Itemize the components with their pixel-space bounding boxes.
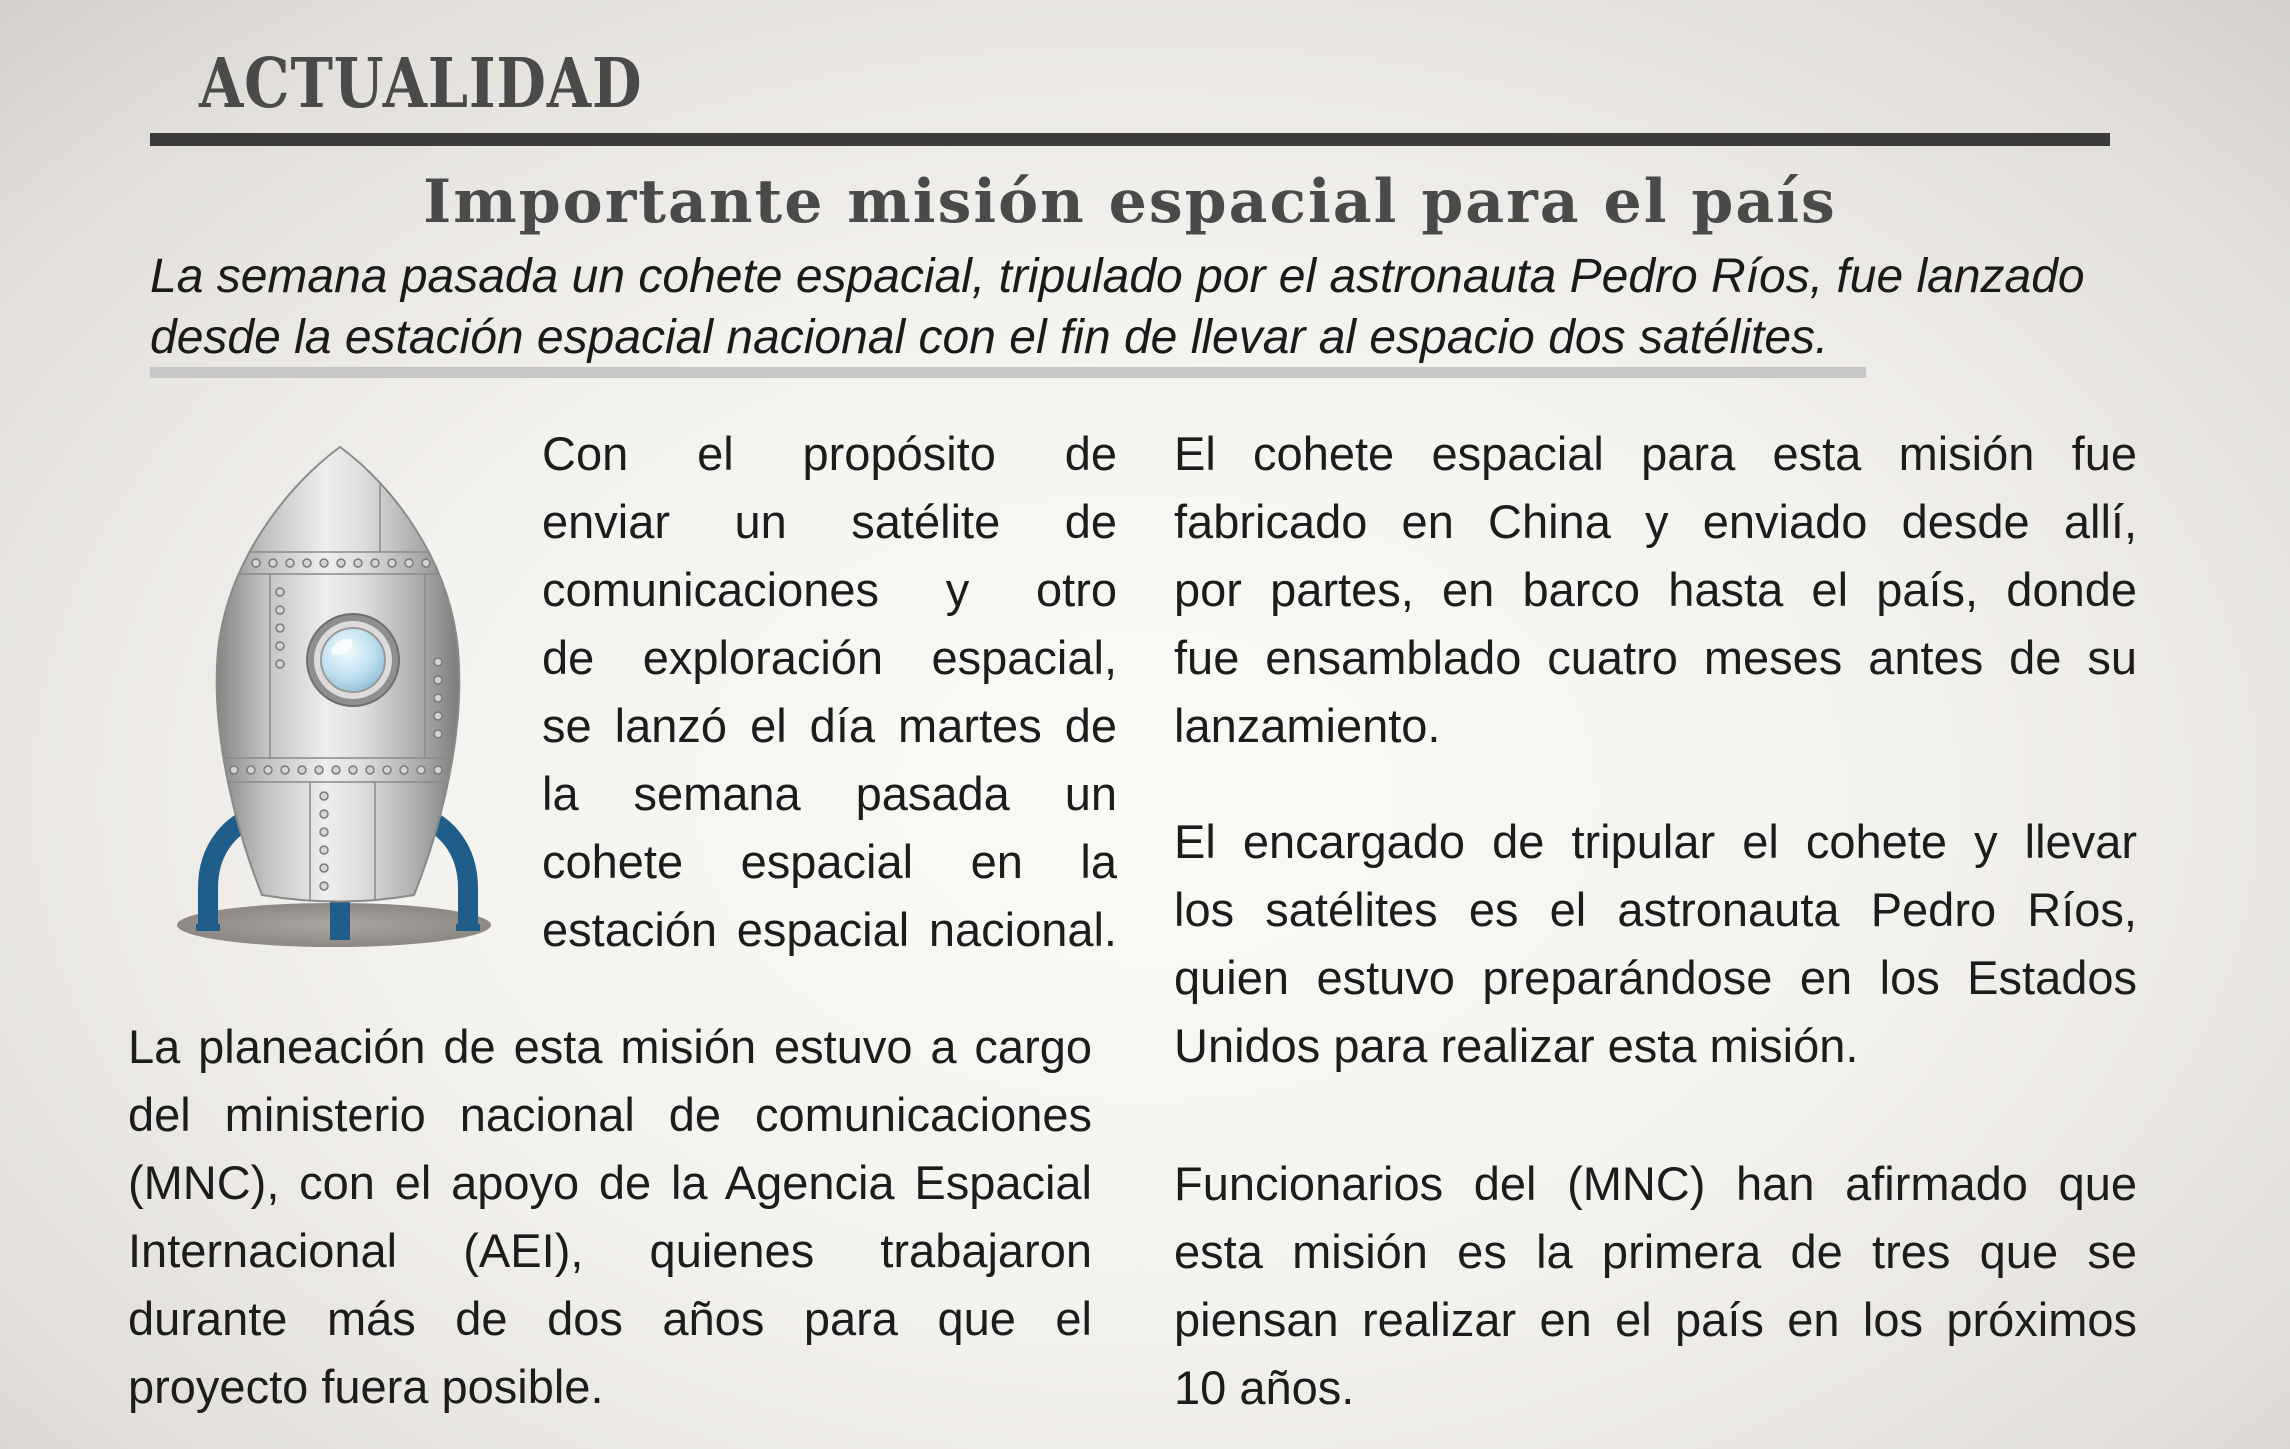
- paragraph-line: El cohete espacial para esta misión fue: [1174, 427, 2137, 480]
- rivet: [281, 766, 289, 774]
- rivet: [276, 624, 284, 632]
- rivet: [276, 642, 284, 650]
- rivet: [320, 882, 328, 890]
- paragraph-line: la semana pasada un: [542, 767, 1117, 820]
- paragraph-line: esta misión es la primera de tres que se: [1174, 1225, 2137, 1278]
- paragraph-line: enviar un satélite de: [542, 495, 1117, 548]
- rocket-icon: [170, 440, 500, 960]
- rivet: [264, 766, 272, 774]
- lead-rule: [150, 367, 1866, 378]
- paragraph-line: La planeación de esta misión estuvo a cargo: [128, 1020, 1092, 1073]
- planning-paragraph: [128, 1013, 1092, 1421]
- rivet: [337, 559, 345, 567]
- rivet: [276, 606, 284, 614]
- intro-paragraph: [542, 420, 1117, 964]
- paragraph-line: se lanzó el día martes de: [542, 699, 1117, 752]
- paragraph-line: lanzamiento.: [1174, 699, 1441, 752]
- rivet: [320, 810, 328, 818]
- rivet: [434, 694, 442, 702]
- rivet: [320, 828, 328, 836]
- rivet: [434, 676, 442, 684]
- rivet: [286, 559, 294, 567]
- paragraph-line: los satélites es el astronauta Pedro Ríos,: [1174, 883, 2137, 936]
- porthole-icon: [307, 614, 399, 706]
- rivet: [434, 730, 442, 738]
- paragraph-line: comunicaciones y otro: [542, 563, 1117, 616]
- rivet: [320, 846, 328, 854]
- crew-paragraph: [1174, 808, 2137, 1080]
- paragraph-line: por partes, en barco hasta el país, donde: [1174, 563, 2137, 616]
- rivet: [434, 712, 442, 720]
- paragraph-line: Unidos para realizar esta misión.: [1174, 1019, 1859, 1072]
- rivet: [417, 766, 425, 774]
- rivet: [320, 559, 328, 567]
- rivet: [422, 559, 430, 567]
- section-label: ACTUALIDAD: [199, 44, 643, 124]
- paragraph-line: fue ensamblado cuatro meses antes de su: [1174, 631, 2137, 684]
- lead-line: desde la estación espacial nacional con el fin de llevar al espacio dos satélites.: [150, 311, 1829, 364]
- rivet: [252, 559, 260, 567]
- lead-line: La semana pasada un cohete espacial, tripulado por el astronauta Pedro Ríos, fue lanzado: [150, 250, 2085, 303]
- rivet: [405, 559, 413, 567]
- paragraph-line: de exploración espacial,: [542, 631, 1117, 684]
- rivet: [320, 792, 328, 800]
- construction-paragraph: [1174, 420, 2137, 760]
- rivet: [269, 559, 277, 567]
- rivet: [434, 766, 442, 774]
- paragraph-line: proyecto fuera posible.: [128, 1360, 604, 1413]
- paragraph-line: 10 años.: [1174, 1361, 1355, 1414]
- rivet: [276, 588, 284, 596]
- rivet: [434, 658, 442, 666]
- rivet: [354, 559, 362, 567]
- paragraph-line: fabricado en China y enviado desde allí,: [1174, 495, 2137, 548]
- paragraph-line: (MNC), con el apoyo de la Agencia Espacial: [128, 1156, 1092, 1209]
- outlook-paragraph: [1174, 1150, 2137, 1422]
- rivet: [371, 559, 379, 567]
- left-foot: [196, 924, 220, 931]
- rivet: [303, 559, 311, 567]
- lead-paragraph: [150, 246, 2085, 368]
- rivet: [230, 766, 238, 774]
- rivet: [320, 864, 328, 872]
- paragraph-line: Internacional (AEI), quienes trabajaron: [128, 1224, 1092, 1277]
- paragraph-line: quien estuvo preparándose en los Estados: [1174, 951, 2137, 1004]
- headline: Importante misión espacial para el país: [423, 167, 1837, 237]
- paragraph-line: del ministerio nacional de comunicaciones: [128, 1088, 1092, 1141]
- paragraph-line: estación espacial nacional.: [542, 903, 1117, 956]
- rivet: [400, 766, 408, 774]
- rivet: [349, 766, 357, 774]
- paragraph-line: piensan realizar en el país en los próximos: [1174, 1293, 2137, 1346]
- right-foot: [456, 924, 480, 931]
- paragraph-line: Funcionarios del (MNC) han afirmado que: [1174, 1157, 2137, 1210]
- paragraph-line: Con el propósito de: [542, 427, 1117, 480]
- paragraph-line: El encargado de tripular el cohete y llevar: [1174, 815, 2137, 868]
- rivet: [298, 766, 306, 774]
- rivet: [366, 766, 374, 774]
- rivet: [383, 766, 391, 774]
- rivet: [332, 766, 340, 774]
- rivet: [276, 660, 284, 668]
- rivet: [315, 766, 323, 774]
- paragraph-line: durante más de dos años para que el: [128, 1292, 1092, 1345]
- paragraph-line: cohete espacial en la: [542, 835, 1117, 888]
- rivet: [247, 766, 255, 774]
- header-rule: [150, 133, 2110, 146]
- rivet: [388, 559, 396, 567]
